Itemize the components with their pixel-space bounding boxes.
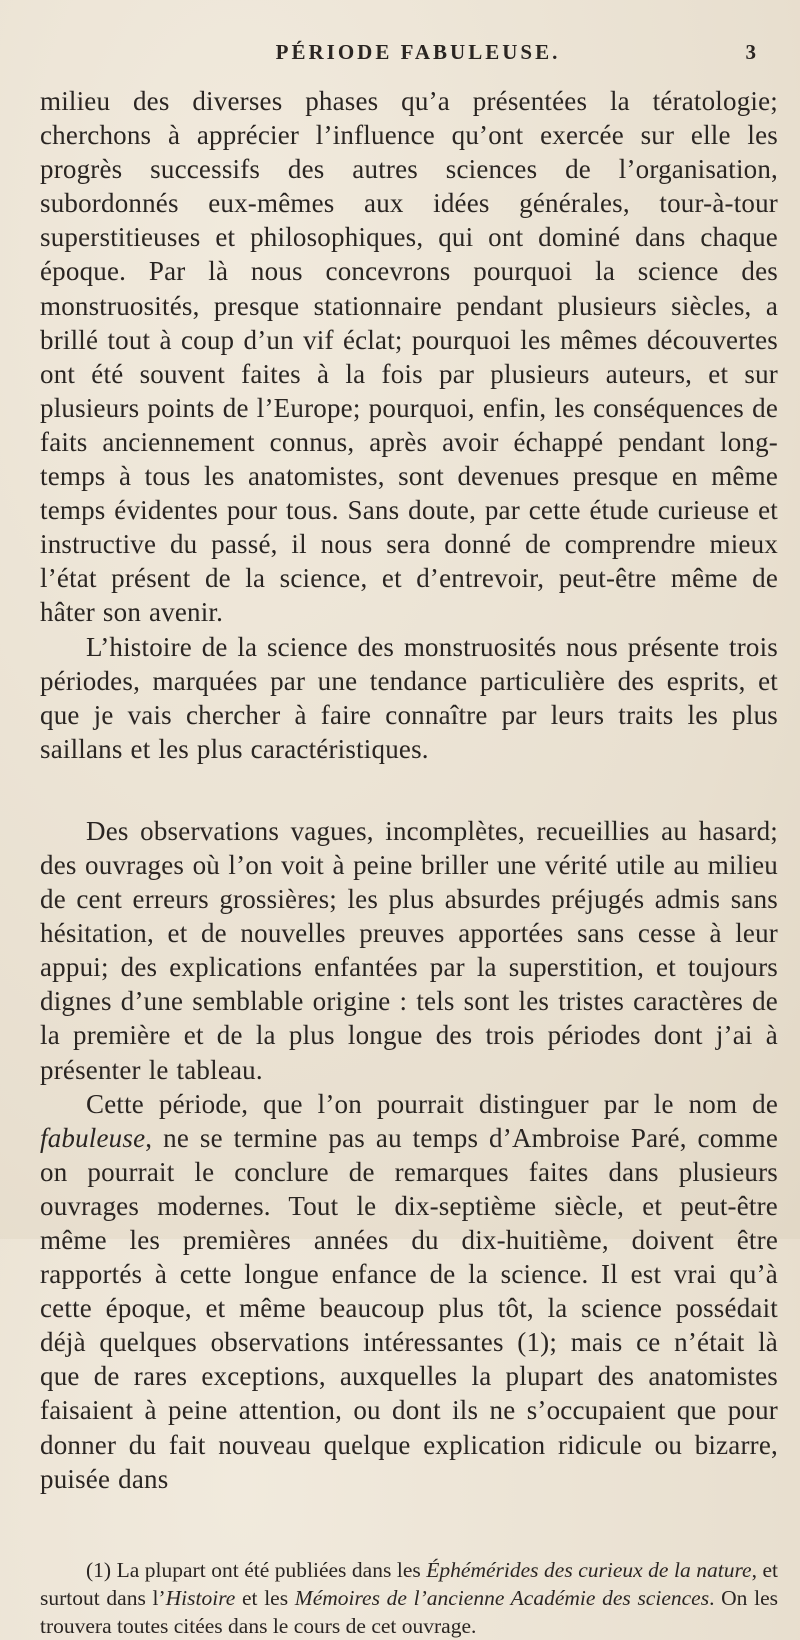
section-break (40, 766, 778, 814)
paragraph-1: milieu des diverses phases qu’a présentées la tératologie; cherchons à apprécier l’influence qu’ont exercée sur elle les progrès successifs des autres sciences de l’organisation, subordonnés eux-mêmes aux idées générales, tour-à-tour superstitieuses et philosophiques, qui ont dominé dans chaque époque. Par là nous concevrons pourquoi la science des monstruosités, presque stationnaire pendant plusieurs siècles, a brillé tout à coup d’un vif éclat; pourquoi les mêmes découvertes ont été souvent faites à la fois par plusieurs auteurs, et sur plusieurs points de l’Europe; pourquoi, enfin, les conséquences de faits anciennement connus, après avoir échappé pendant long-temps à tous les anatomistes, sont devenues presque en même temps évidentes pour tous. Sans doute, par cette étude curieuse et instructive du passé, il nous sera donné de comprendre mieux l’état présent de la science, et d’entrevoir, peut-être même de hâter son avenir. (40, 86, 778, 628)
running-head (40, 40, 778, 74)
footnote-italic-1: Éphémérides des curieux de la nature (426, 1557, 752, 1582)
footnote-italic-3: Mémoires de l’ancienne Académie des sciences (294, 1585, 710, 1610)
body-text (40, 84, 778, 1496)
footnote-text-1: La plupart ont été publiées dans les (111, 1557, 427, 1582)
paragraph-2: L’histoire de la science des monstruosités nous présente trois périodes, marquées par une tendance particulière des esprits, et que je vais chercher à faire connaître par leurs traits les plus saillans et les plus caractéristiques. (40, 631, 778, 764)
book-page (40, 40, 778, 1638)
paragraph-4-rest: , ne se termine pas au temps d’Ambroise Paré, comme on pourrait le conclure de remarques faites dans plusieurs ouvrages modernes. Tout le dix-septième siècle, et peut-être même les premières années du dix-huitième, doivent être rapportés à cette longue enfance de la science. Il est vrai qu’à cette époque, et même beaucoup plus tôt, la science possédait déjà quelques observations intéressantes (1); mais ce n’était là que de rares exceptions, auxquelles la plupart des anatomistes faisaient à peine attention, ou dont ils ne s’occupaient que pour donner du fait nouveau quelque explication ridicule ou bizarre, puisée dans (40, 1122, 778, 1494)
footnote-marker: (1) (86, 1557, 112, 1582)
paragraph-3: Des observations vagues, incomplètes, recueillies au hasard; des ouvrages où l’on voit à peine briller une vérité utile au milieu de cent erreurs grossières; les plus absurdes préjugés admis sans hésitation, et de nouvelles preuves apportées sans cesse à leur appui; des explications enfantées par la superstition, et toujours dignes d’une semblable origine : tels sont les tristes caractères de la première et de la plus longue des trois périodes dont j’ai à présenter le tableau. (40, 815, 778, 1085)
footnote-italic-2: Histoire (165, 1585, 236, 1610)
running-head-title: PÉRIODE FABULEUSE. (275, 40, 561, 64)
page-number: 3 (745, 40, 756, 64)
footnote (40, 1556, 778, 1640)
paragraph-4-start: Cette période, que l’on pourrait distinguer par le nom de (86, 1088, 778, 1119)
paragraph-4-italic-term: fabuleuse (40, 1122, 146, 1153)
footnote-text-2: , et surtout dans l’ (40, 1557, 778, 1610)
paragraph-4 (40, 1087, 778, 1496)
footnote-text-4: . On les trouvera toutes citées dans le cours de cet ouvrage. (40, 1585, 778, 1638)
footnote-text-3: et les (235, 1585, 295, 1610)
